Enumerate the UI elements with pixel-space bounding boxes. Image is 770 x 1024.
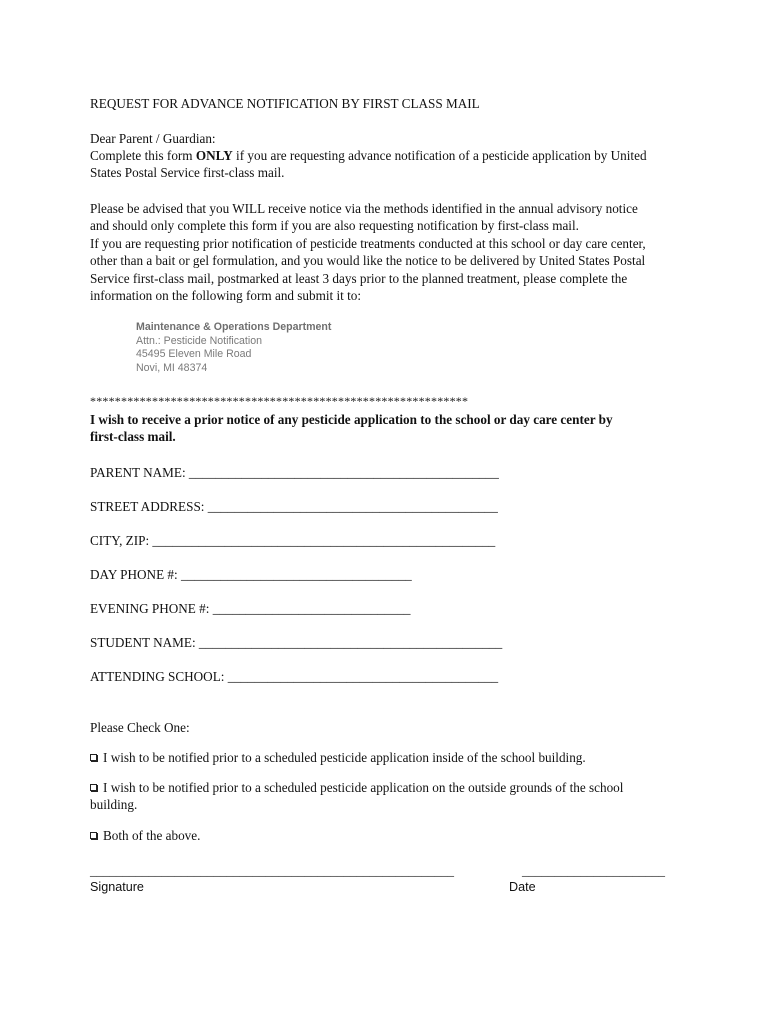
intro-text-post: if you are requesting advance notification of a pesticide application by United	[232, 148, 647, 163]
statement-line-1: I wish to receive a prior notice of any pesticide application to the school or day care center by	[90, 412, 613, 427]
date-label: Date	[509, 880, 536, 894]
separator-asterisks: *************************************************************	[90, 394, 469, 408]
request-statement	[90, 411, 690, 446]
option-outside-label: I wish to be notified prior to a scheduled pesticide application on the outside grounds of the school	[103, 780, 624, 795]
intro-line-2: States Postal Service first-class mail.	[90, 165, 285, 181]
option-both-label: Both of the above.	[103, 828, 201, 843]
statement-line-2: first-class mail.	[90, 429, 176, 445]
advisory-line: Service first-class mail, postmarked at least 3 days prior to the planned treatment, please complete the	[90, 270, 628, 286]
advisory-line: other than a bait or gel formulation, and you would like the notice to be delivered by United States Postal	[90, 253, 646, 269]
signature-label: Signature	[90, 880, 144, 894]
intro-line-1	[90, 147, 690, 164]
option-inside-label: I wish to be notified prior to a scheduled pesticide application inside of the school building.	[103, 750, 586, 765]
parent-name-field[interactable]: PARENT NAME: _______________________________________________	[90, 465, 499, 480]
address-department: Maintenance & Operations Department	[136, 321, 332, 333]
date-line[interactable]: ______________________	[522, 863, 665, 878]
option-inside-building[interactable]	[90, 749, 690, 766]
intro-text-pre: Complete this form	[90, 148, 196, 163]
advisory-line: information on the following form and submit it to:	[90, 288, 362, 304]
intro-paragraph	[90, 147, 690, 182]
address-street: 45495 Eleven Mile Road	[136, 348, 252, 361]
advisory-paragraph	[90, 200, 690, 304]
option-both[interactable]	[90, 827, 690, 844]
evening-phone-field[interactable]: EVENING PHONE #: ______________________________	[90, 601, 411, 616]
advisory-line: Please be advised that you WILL receive notice via the methods identified in the annual advisory notice	[90, 201, 638, 216]
street-address-field[interactable]: STREET ADDRESS: ____________________________________________	[90, 499, 498, 514]
check-prompt: Please Check One:	[90, 720, 190, 735]
mailing-address	[136, 321, 331, 375]
intro-emphasis: ONLY	[195, 148, 233, 163]
option-outside-line-2: building.	[90, 797, 138, 813]
advisory-line: If you are requesting prior notification of pesticide treatments conducted at this school or day care center,	[90, 235, 646, 251]
checkbox-icon[interactable]	[90, 784, 97, 791]
advisory-line: and should only complete this form if you are also requesting notification by first-class mail.	[90, 218, 579, 234]
attending-school-field[interactable]: ATTENDING SCHOOL: _________________________________________	[90, 669, 499, 684]
checkbox-icon[interactable]	[90, 832, 97, 839]
checkbox-icon[interactable]	[90, 754, 97, 761]
option-outside-line-1	[90, 779, 690, 796]
address-attn: Attn.: Pesticide Notification	[136, 334, 263, 347]
option-outside-grounds[interactable]	[90, 779, 690, 814]
form-title: REQUEST FOR ADVANCE NOTIFICATION BY FIRST CLASS MAIL	[90, 96, 480, 111]
signature-line[interactable]: ________________________________________________________	[90, 863, 454, 878]
greeting: Dear Parent / Guardian:	[90, 131, 216, 146]
day-phone-field[interactable]: DAY PHONE #: ___________________________________	[90, 567, 412, 582]
city-zip-field[interactable]: CITY, ZIP: ____________________________________________________	[90, 533, 496, 548]
student-name-field[interactable]: STUDENT NAME: ______________________________________________	[90, 635, 503, 650]
address-city: Novi, MI 48374	[136, 361, 208, 374]
